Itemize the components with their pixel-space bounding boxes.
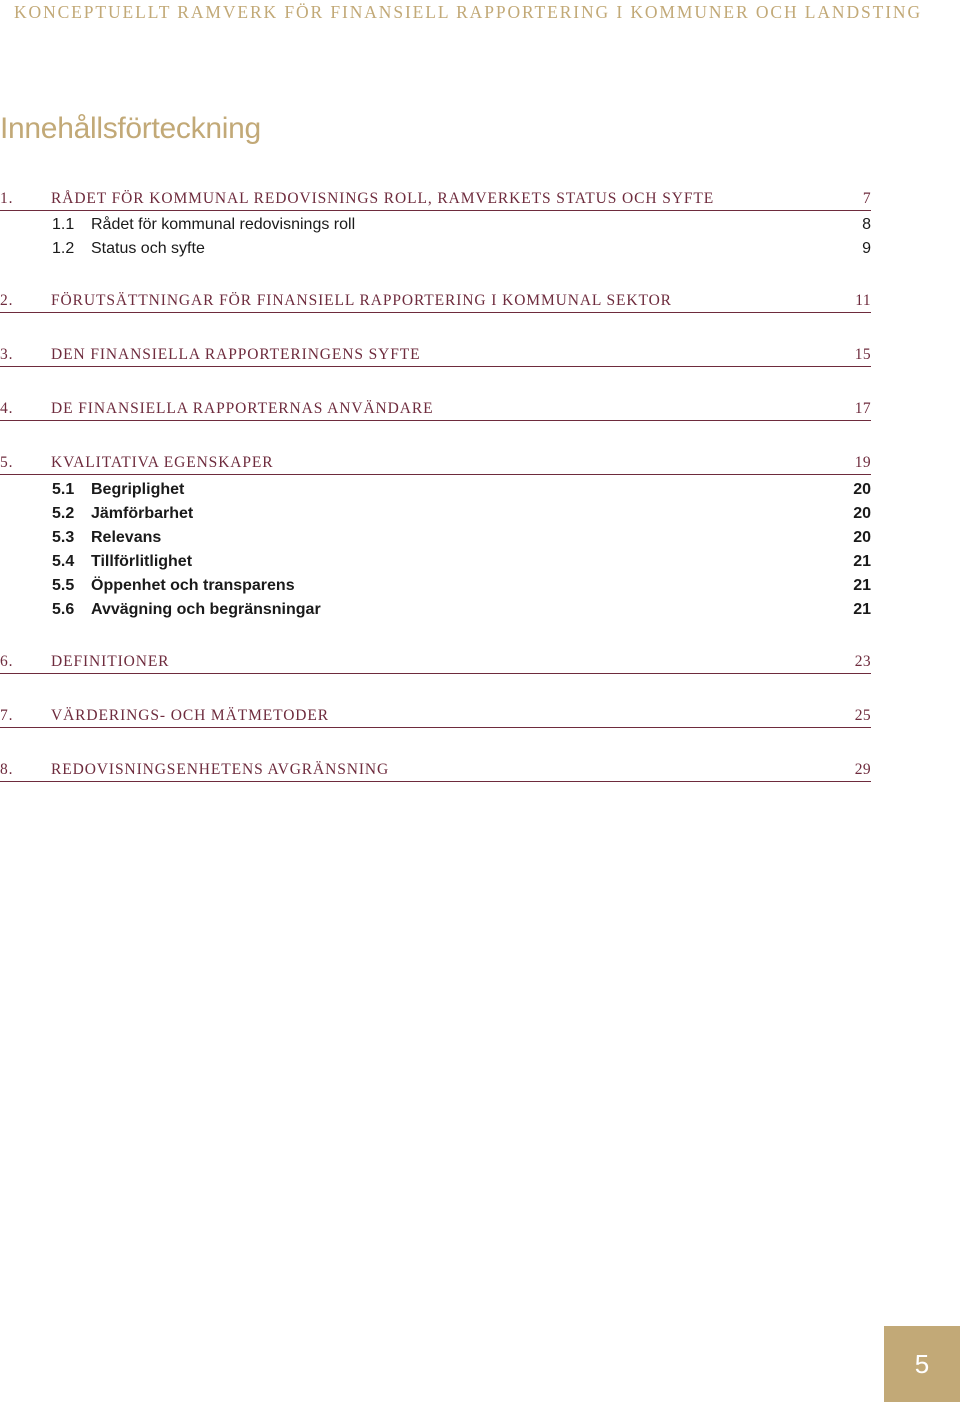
chapter-title: KVALITATIVA EGENSKAPER [51, 454, 274, 471]
toc-chapter-1[interactable] [0, 184, 871, 211]
chapter-number: 6. [0, 653, 14, 670]
toc-section-5-5[interactable] [0, 577, 871, 599]
section-number: 1.1 [52, 216, 75, 233]
toc-chapter-6[interactable] [0, 647, 871, 674]
section-title: Begriplighet [91, 481, 185, 498]
chapter-page-number: 25 [854, 707, 871, 724]
section-page-number: 8 [862, 216, 871, 233]
chapter-number: 5. [0, 454, 14, 471]
chapter-title: DEFINITIONER [51, 653, 170, 670]
toc-chapter-5[interactable] [0, 448, 871, 475]
chapter-page-number: 11 [855, 292, 871, 309]
chapter-title: VÄRDERINGS- OCH MÄTMETODER [51, 707, 330, 724]
running-header: KONCEPTUELLT RAMVERK FÖR FINANSIELL RAPPORTERING I KOMMUNER OCH LANDSTING [14, 2, 923, 22]
section-title: Tillförlitlighet [91, 553, 193, 570]
chapter-page-number: 15 [854, 346, 871, 363]
section-title: Jämförbarhet [91, 505, 194, 522]
section-number: 5.4 [52, 553, 75, 570]
chapter-page-number: 23 [854, 653, 871, 670]
section-page-number: 21 [853, 577, 871, 594]
section-page-number: 20 [853, 481, 871, 498]
section-page-number: 21 [853, 601, 871, 618]
chapter-page-number: 29 [854, 761, 871, 778]
chapter-page-number: 19 [854, 454, 871, 471]
section-title: Rådet för kommunal redovisnings roll [91, 216, 356, 233]
chapter-title: DE FINANSIELLA RAPPORTERNAS ANVÄNDARE [51, 400, 434, 417]
chapter-page-number: 17 [854, 400, 871, 417]
page-number-box [884, 1326, 960, 1402]
chapter-number: 7. [0, 707, 14, 724]
toc-chapter-2[interactable] [0, 286, 871, 313]
chapter-title: RÅDET FÖR KOMMUNAL REDOVISNINGS ROLL, RAMVERKETS STATUS OCH SYFTE [51, 190, 715, 207]
chapter-page-number: 7 [862, 190, 871, 207]
page-number: 5 [914, 1349, 930, 1379]
toc-title: Innehållsförteckning [0, 112, 261, 145]
toc-section-5-1[interactable] [0, 481, 871, 503]
section-page-number: 9 [862, 240, 871, 257]
section-number: 5.5 [52, 577, 75, 594]
toc-section-1-2[interactable] [0, 240, 871, 262]
section-number: 5.2 [52, 505, 75, 522]
section-number: 5.1 [52, 481, 75, 498]
toc-chapter-7[interactable] [0, 701, 871, 728]
section-title: Avvägning och begränsningar [91, 601, 321, 618]
toc-section-5-3[interactable] [0, 529, 871, 551]
chapter-title: DEN FINANSIELLA RAPPORTERINGENS SYFTE [51, 346, 421, 363]
section-number: 5.6 [52, 601, 75, 618]
chapter-title: FÖRUTSÄTTNINGAR FÖR FINANSIELL RAPPORTERING I KOMMUNAL SEKTOR [51, 292, 672, 309]
chapter-number: 1. [0, 190, 14, 207]
toc-section-5-2[interactable] [0, 505, 871, 527]
chapter-number: 4. [0, 400, 14, 417]
chapter-title: REDOVISNINGSENHETENS AVGRÄNSNING [51, 761, 390, 778]
section-page-number: 20 [853, 529, 871, 546]
toc-section-1-1[interactable] [0, 216, 871, 238]
section-title: Öppenhet och transparens [91, 577, 295, 594]
toc-section-5-4[interactable] [0, 553, 871, 575]
section-number: 5.3 [52, 529, 75, 546]
toc-chapter-4[interactable] [0, 394, 871, 421]
section-page-number: 20 [853, 505, 871, 522]
chapter-number: 3. [0, 346, 14, 363]
toc-chapter-8[interactable] [0, 755, 871, 782]
toc-chapter-3[interactable] [0, 340, 871, 367]
section-title: Status och syfte [91, 240, 205, 257]
section-page-number: 21 [853, 553, 871, 570]
chapter-number: 2. [0, 292, 14, 309]
section-title: Relevans [91, 529, 162, 546]
section-number: 1.2 [52, 240, 75, 257]
toc-section-5-6[interactable] [0, 601, 871, 623]
chapter-number: 8. [0, 761, 14, 778]
